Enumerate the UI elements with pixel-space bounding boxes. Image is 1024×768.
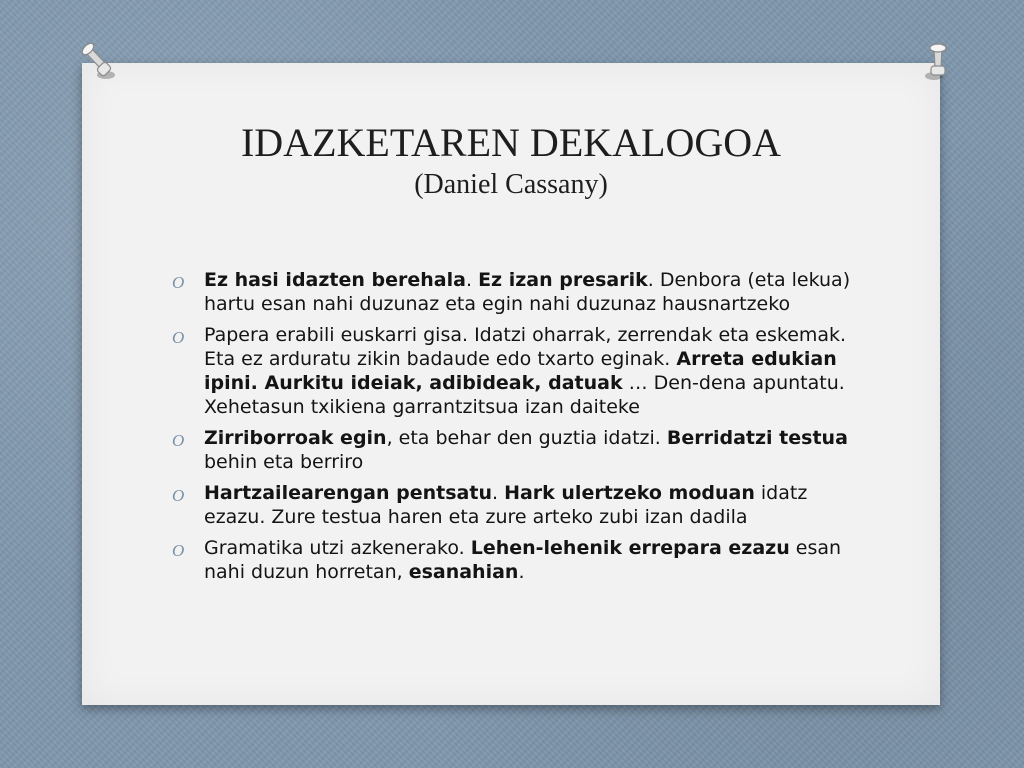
text-run: Gramatika utzi azkenerako.: [204, 537, 471, 559]
bullet-marker-icon: O: [172, 431, 185, 450]
text-run: .: [465, 269, 479, 291]
text-run: esan nahi duzun horretan,: [204, 537, 842, 583]
text-run: . Denbora (eta lekua) hartu esan nahi duzunaz eta egin nahi duzunaz hausnartzeko: [204, 269, 851, 315]
slide-title: IDAZKETAREN DEKALOGOA: [240, 120, 782, 165]
text-run: , eta behar den guztia idatzi.: [386, 427, 667, 449]
bullet-marker-icon: O: [172, 541, 185, 560]
text-run: .: [491, 482, 505, 504]
pushpin-icon: [912, 40, 962, 90]
bullet-item: [170, 426, 870, 474]
bold-text-run: Ez hasi idazten berehala: [204, 269, 466, 291]
bullet-marker-icon: O: [172, 486, 185, 505]
bullet-item: [170, 268, 870, 316]
bold-text-run: Zirriborroak egin: [204, 427, 387, 449]
bullet-marker-icon: O: [172, 328, 185, 347]
text-run: … Den-dena apuntatu. Xehetasun txikiena garrantzitsua izan daiteke: [204, 372, 845, 418]
bullet-marker-icon: O: [172, 273, 185, 292]
bold-text-run: Arreta edukian ipini. Aurkitu ideiak, adibideak, datuak: [204, 348, 837, 394]
text-run: idatz ezazu. Zure testua haren eta zure arteko zubi izan dadila: [204, 482, 808, 528]
slide-subtitle: (Daniel Cassany): [414, 169, 608, 200]
text-run: behin eta berriro: [204, 451, 364, 473]
bold-text-run: Hark ulertzeko moduan: [504, 482, 755, 504]
bold-text-run: Lehen-lehenik errepara ezazu: [470, 537, 790, 559]
bullet-item: [170, 481, 870, 529]
bold-text-run: Ez izan presarik: [478, 269, 648, 291]
bold-text-run: Berridatzi testua: [666, 427, 848, 449]
pushpin-icon: [76, 40, 126, 90]
text-run: Papera erabili euskarri gisa. Idatzi oharrak, zerrendak eta eskemak. Eta ez arduratu zikin badaude edo txarto eginak.: [204, 324, 847, 370]
bullet-item: [170, 323, 870, 419]
bold-text-run: esanahian: [408, 561, 519, 583]
bold-text-run: Hartzailearengan pentsatu: [204, 482, 492, 504]
bullet-item: [170, 536, 870, 584]
text-run: .: [518, 561, 525, 583]
bullet-list: [170, 268, 870, 591]
